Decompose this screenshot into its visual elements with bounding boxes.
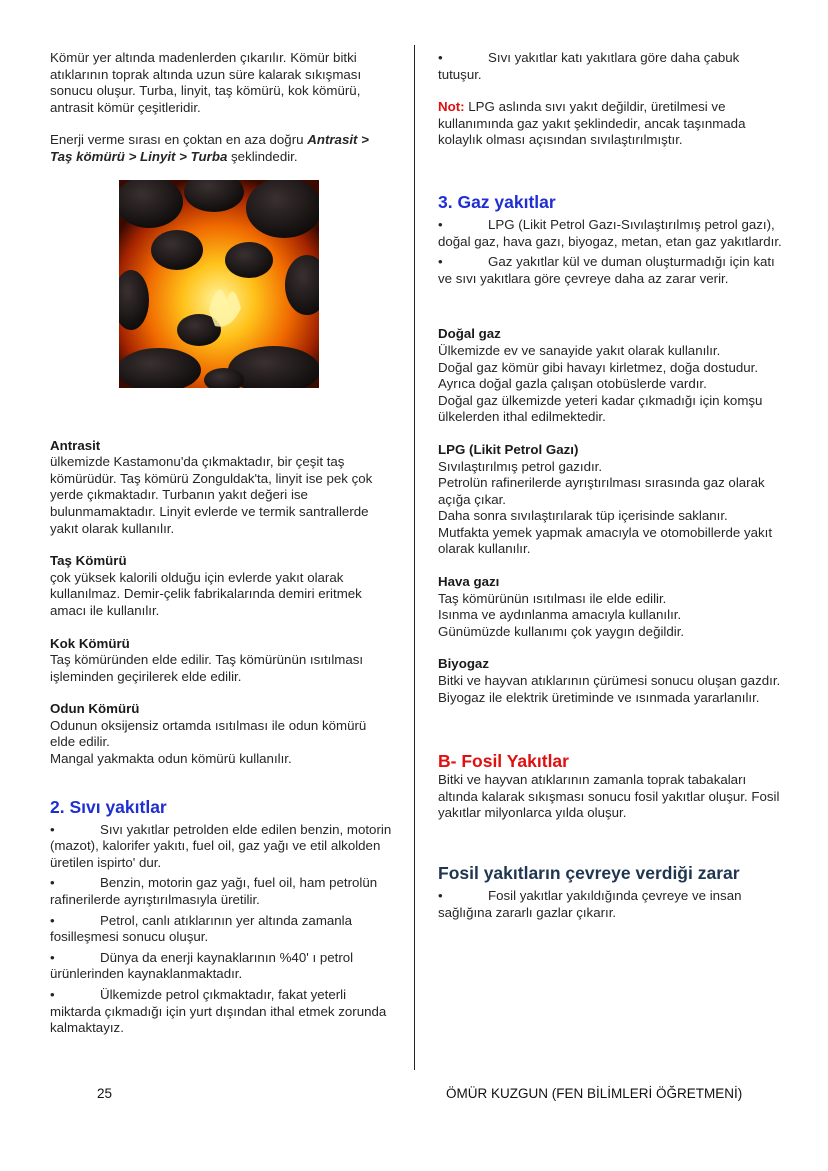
sivi-yakitlar-list — [50, 822, 395, 1037]
biyogaz-section — [438, 656, 783, 706]
list-item: • Petrol, canlı atıklarının yer altında zamanla fosilleşmesi sonucu oluşur. — [50, 912, 353, 945]
note-text: LPG aslında sıvı yakıt değildir, üretilmesi ve kullanımında gaz yakıt şeklindedir, ancak taşınmada kolaylık olması açısından sıvılaştırılmıştır. — [438, 99, 746, 148]
energy-order-suffix: şeklindedir. — [227, 148, 298, 164]
list-item: • LPG (Likit Petrol Gazı-Sıvılaştırılmış petrol gazı), doğal gaz, hava gazı, biyogaz, metan, etan gaz yakıtlardır. — [438, 216, 782, 249]
dogal-gaz-title: Doğal gaz — [438, 326, 501, 342]
sivi-yakitlar-heading: 2. Sıvı yakıtlar — [50, 796, 167, 817]
antrasit-title: Antrasit — [50, 437, 101, 453]
right-column — [438, 50, 783, 921]
list-item-text: Sıvı yakıtlar petrolden elde edilen benzin, motorin (mazot), kalorifer yakıtı, fuel oil, gaz yağı ve etil alkolden üretilen ispirto' dur. — [50, 821, 392, 870]
kok-komuru-section — [50, 636, 395, 686]
hava-gazi-title: Hava gazı — [438, 574, 500, 590]
note-label: Not: — [438, 99, 465, 115]
list-item-text: LPG (Likit Petrol Gazı-Sıvılaştırılmış petrol gazı), doğal gaz, hava gazı, biyogaz, metan, etan gaz yakıtlardır. — [438, 216, 782, 249]
burning-coal-image — [119, 180, 319, 388]
hava-gazi-section — [438, 574, 783, 640]
list-item-text: Petrol, canlı atıklarının yer altında zamanla fosilleşmesi sonucu oluşur. — [50, 912, 353, 945]
list-item: • Sıvı yakıtlar katı yakıtlara göre daha çabuk tutuşur. — [438, 50, 740, 82]
biyogaz-title: Biyogaz — [438, 656, 489, 672]
column-divider — [414, 45, 415, 1070]
dogal-gaz-line: Ülkemizde ev ve sanayide yakıt olarak kullanılır. — [438, 342, 721, 358]
lpg-line: Mutfakta yemek yapmak amacıyla ve otomobillerde yakıt olarak kullanılır. — [438, 524, 773, 557]
lpg-title: LPG (Likit Petrol Gazı) — [438, 441, 579, 457]
list-item: • Ülkemizde petrol çıkmaktadır, fakat yeterli miktarda çıkmadığı için yurt dışından ithal etmek zorunda kalmaktayız. — [50, 987, 387, 1036]
list-item: • Sıvı yakıtlar petrolden elde edilen benzin, motorin (mazot), kalorifer yakıtı, fuel oil, gaz yağı ve etil alkolden üretilen ispirto' dur. — [50, 821, 392, 870]
dogal-gaz-line: Doğal gaz kömür gibi havayı kirletmez, doğa dostudur. — [438, 359, 759, 375]
biyogaz-line: Biyogaz ile elektrik üretiminde ve ısınmada yararlanılır. — [438, 689, 760, 705]
antrasit-section — [50, 438, 395, 538]
tas-komuru-text: çok yüksek kalorili olduğu için evlerde yakıt olarak kullanılmaz. Demir-çelik fabrikalarında demiri eritmek amacı ile kullanılır. — [50, 569, 362, 618]
list-item-text: Ülkemizde petrol çıkmaktadır, fakat yeterli miktarda çıkmadığı için yurt dışından ithal etmek zorunda kalmaktayız. — [50, 987, 387, 1036]
fosil-yakitlar-text: Bitki ve hayvan atıklarının zamanla toprak tabakaları altında kalarak sıkışması sonucu fosil yakıtlar oluşur. Fosil yakıtlar milyonlarca yılda oluşur. — [438, 772, 780, 821]
gaz-yakitlar-heading: 3. Gaz yakıtlar — [438, 191, 556, 212]
dogal-gaz-line: Ayrıca doğal gazla çalışan otobüslerde vardır. — [438, 376, 707, 392]
list-item-text: Dünya da enerji kaynaklarının %40' ı petrol ürünlerinden kaynaklanmaktadır. — [50, 949, 354, 982]
lpg-section — [438, 442, 783, 558]
antrasit-text: ülkemizde Kastamonu'da çıkmaktadır, bir çeşit taş kömürüdür. Taş kömürü Zonguldak'ta, linyit ise pek çok yerde çıkmaktadır. Turbanın yakıt değeri ise bulunmamaktadır. Linyit evlerde ve termik santrallerde yakıt olarak kullanılır. — [50, 454, 373, 536]
left-column — [50, 50, 395, 1037]
energy-order-ranking: Antrasit > Taş kömürü > Linyit > Turba — [50, 132, 369, 164]
odun-komuru-section — [50, 701, 395, 767]
odun-komuru-line: Odunun oksijensiz ortamda ısıtılması ile odun kömürü elde edilir. — [50, 717, 367, 750]
tas-komuru-section — [50, 553, 395, 619]
lpg-line: Daha sonra sıvılaştırılarak tüp içerisinde saklanır. — [438, 508, 728, 524]
dogal-gaz-section — [438, 326, 783, 426]
list-item-text: Gaz yakıtlar kül ve duman oluşturmadığı için katı ve sıvı yakıtlara göre çevreye daha az zarar verir. — [438, 254, 775, 286]
tas-komuru-title: Taş Kömürü — [50, 553, 127, 569]
list-item: • Dünya da enerji kaynaklarının %40' ı petrol ürünlerinden kaynaklanmaktadır. — [50, 949, 354, 982]
list-item-text: Sıvı yakıtlar katı yakıtlara göre daha çabuk tutuşur. — [438, 50, 740, 82]
fosil-zarar-heading: Fosil yakıtların çevreye verdiği zarar — [438, 863, 740, 883]
lpg-line: Petrolün rafinerilerde ayrıştırılması sırasında gaz olarak açığa çıkar. — [438, 475, 765, 507]
lpg-line: Sıvılaştırılmış petrol gazıdır. — [438, 458, 603, 474]
footer-author: ÖMÜR KUZGUN (FEN BİLİMLERİ ÖĞRETMENİ) — [446, 1086, 743, 1101]
dogal-gaz-line: Doğal gaz ülkemizde yeteri kadar çıkmadığı için komşu ülkelerden ithal edilmektedir. — [438, 392, 763, 425]
energy-order-prefix: Enerji verme sırası en çoktan en aza doğru — [50, 132, 308, 148]
list-item: • Benzin, motorin gaz yağı, fuel oil, ham petrolün rafinerilerde ayrıştırılmasıyla üretilir. — [50, 875, 378, 908]
odun-komuru-title: Odun Kömürü — [50, 701, 140, 717]
hava-gazi-line: Günümüzde kullanımı çok yaygın değildir. — [438, 623, 685, 639]
list-item-text: Benzin, motorin gaz yağı, fuel oil, ham petrolün rafinerilerde ayrıştırılmasıyla üretilir. — [50, 875, 378, 908]
odun-komuru-line: Mangal yakmakta odun kömürü kullanılır. — [50, 751, 292, 767]
gaz-yakitlar-list — [438, 217, 783, 287]
kok-komuru-text: Taş kömüründen elde edilir. Taş kömürünün ısıtılması işleminden geçirilerek elde edilir. — [50, 652, 364, 684]
lpg-note — [438, 99, 783, 149]
fosil-yakitlar-heading: B- Fosil Yakıtlar — [438, 751, 569, 772]
list-item: • Gaz yakıtlar kül ve duman oluşturmadığı için katı ve sıvı yakıtlara göre çevreye daha az zarar verir. — [438, 254, 775, 286]
page-number: 25 — [97, 1086, 113, 1101]
list-item-text: Fosil yakıtlar yakıldığında çevreye ve insan sağlığına zararlı gazlar çıkarır. — [438, 888, 742, 920]
biyogaz-line: Bitki ve hayvan atıklarının çürümesi sonucu oluşan gazdır. — [438, 673, 781, 689]
hava-gazi-line: Taş kömürünün ısıtılması ile elde edilir. — [438, 590, 667, 606]
energy-order-paragraph — [50, 132, 395, 165]
kok-komuru-title: Kok Kömürü — [50, 635, 130, 651]
list-item: • Fosil yakıtlar yakıldığında çevreye ve insan sağlığına zararlı gazlar çıkarır. — [438, 888, 742, 920]
coal-intro-paragraph: Kömür yer altında madenlerden çıkarılır. Kömür bitki atıklarının toprak altında uzun süre kalarak sıkışması sonucu oluşur. Turba, linyit, taş kömürü, kok kömürü, antrasit kömür çeşitleridir. — [50, 50, 362, 115]
hava-gazi-line: Isınma ve aydınlanma amacıyla kullanılır. — [438, 607, 682, 623]
